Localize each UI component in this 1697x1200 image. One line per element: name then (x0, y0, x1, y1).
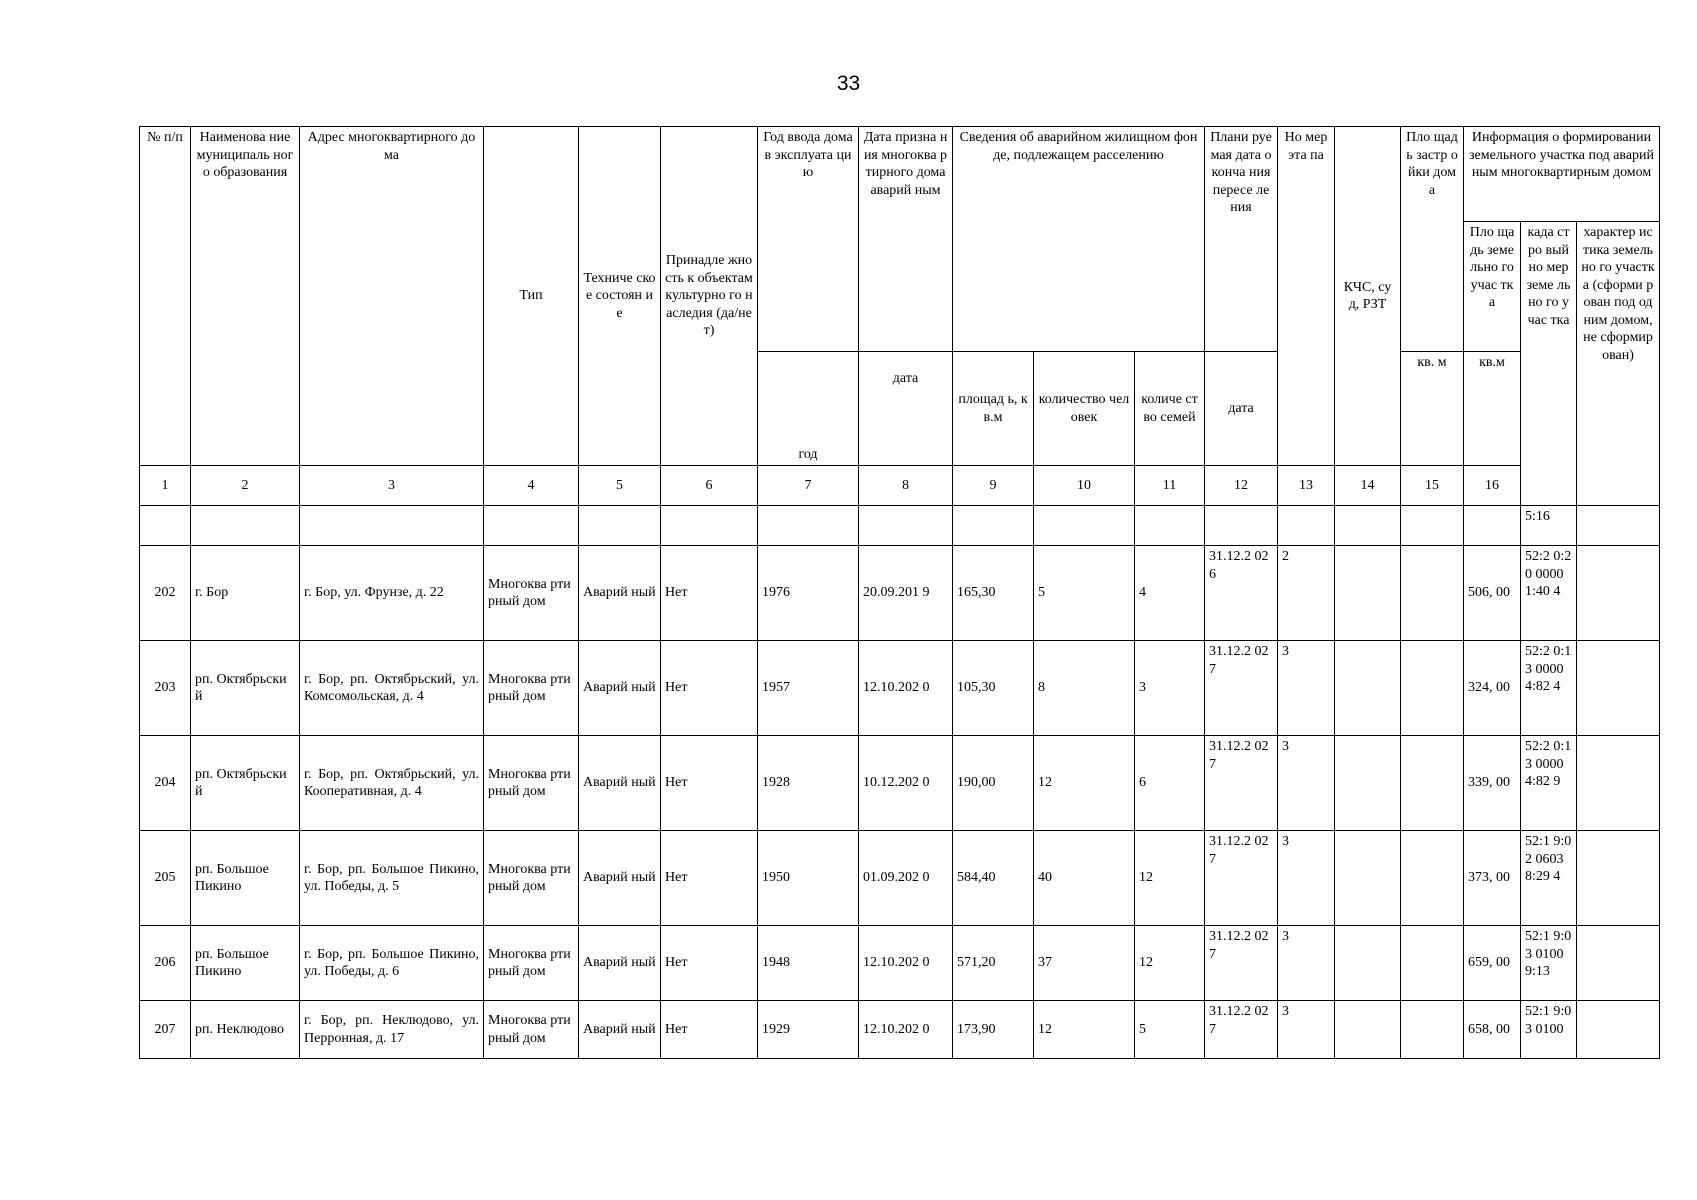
row-number: 204 (140, 736, 191, 831)
year-cell: 1929 (758, 1001, 859, 1059)
table-row (140, 736, 1660, 831)
year-cell: 1950 (758, 831, 859, 926)
end-date-cell: 31.12.2 027 (1205, 831, 1278, 926)
header-build-area-unit: кв. м (1401, 352, 1464, 466)
land-area-cell: 339, 00 (1464, 736, 1521, 831)
land-character-cell (1577, 1001, 1660, 1059)
column-number-row (140, 466, 1660, 506)
land-area-cell: 506, 00 (1464, 546, 1521, 641)
heritage-cell: Нет (661, 736, 758, 831)
address-cell: г. Бор, рп. Большое Пикино, ул. Победы, д. 5 (300, 831, 484, 926)
families-cell: 12 (1135, 831, 1205, 926)
table-row (140, 641, 1660, 736)
land-area-cell: 658, 00 (1464, 1001, 1521, 1059)
header-build-area: Пло щадь застр ойки дома (1401, 127, 1464, 352)
area-cell: 571,20 (953, 926, 1034, 1001)
state-cell: Аварий ный (579, 546, 661, 641)
area-cell: 190,00 (953, 736, 1034, 831)
state-cell: Аварий ный (579, 736, 661, 831)
stage-cell: 3 (1278, 926, 1335, 1001)
header-tech-state: Техниче ское состоян ие (579, 127, 661, 466)
header-heritage: Принадле жность к объектам культурно го наследия (да/нет) (661, 127, 758, 466)
cadastral-cell: 52:2 0:20 0000 1:40 4 (1521, 546, 1577, 641)
header-type: Тип (484, 127, 579, 466)
header-families-sub: количе ство семей (1135, 352, 1205, 466)
kchs-cell (1335, 736, 1401, 831)
header-end-date-sub: дата (1205, 352, 1278, 466)
people-cell: 37 (1034, 926, 1135, 1001)
continuation-row (140, 506, 1660, 546)
date-cell: 12.10.202 0 (859, 926, 953, 1001)
land-character-cell (1577, 641, 1660, 736)
column-number: 2 (191, 466, 300, 506)
cadastral-cell: 52:2 0:13 0000 4:82 4 (1521, 641, 1577, 736)
kchs-cell (1335, 1001, 1401, 1059)
municipality-cell: рп. Неклюдово (191, 1001, 300, 1059)
municipality-cell: рп. Большое Пикино (191, 831, 300, 926)
people-cell: 12 (1034, 1001, 1135, 1059)
municipality-cell: рп. Октябрьски й (191, 641, 300, 736)
heritage-cell: Нет (661, 1001, 758, 1059)
column-number: 5 (579, 466, 661, 506)
state-cell: Аварий ный (579, 641, 661, 736)
cadastral-cell: 52:1 9:03 0100 9:13 (1521, 926, 1577, 1001)
kchs-cell (1335, 831, 1401, 926)
header-cadastral: када стро вый но мер земе льно го учас тка (1521, 222, 1577, 506)
date-cell: 01.09.202 0 (859, 831, 953, 926)
header-land-area: Пло щадь земе льно го учас тка (1464, 222, 1521, 352)
column-number: 12 (1205, 466, 1278, 506)
area-cell: 165,30 (953, 546, 1034, 641)
area-cell: 173,90 (953, 1001, 1034, 1059)
address-cell: г. Бор, рп. Октябрьский, ул. Кооперативная, д. 4 (300, 736, 484, 831)
date-cell: 12.10.202 0 (859, 641, 953, 736)
header-planned-end: Плани руемая дата оконча ния пересе ления (1205, 127, 1278, 352)
cadastral-continuation: 5:16 (1521, 506, 1577, 546)
heritage-cell: Нет (661, 926, 758, 1001)
stage-cell: 2 (1278, 546, 1335, 641)
type-cell: Многоква ртирный дом (484, 831, 579, 926)
families-cell: 12 (1135, 926, 1205, 1001)
header-area-sub: площад ь, кв.м (953, 352, 1034, 466)
cadastral-cell: 52:2 0:13 0000 4:82 9 (1521, 736, 1577, 831)
area-cell: 584,40 (953, 831, 1034, 926)
type-cell: Многоква ртирный дом (484, 641, 579, 736)
end-date-cell: 31.12.2 027 (1205, 736, 1278, 831)
build-area-cell (1401, 546, 1464, 641)
address-cell: г. Бор, рп. Октябрьский, ул. Комсомольская, д. 4 (300, 641, 484, 736)
kchs-cell (1335, 546, 1401, 641)
land-character-cell (1577, 546, 1660, 641)
emergency-housing-table (139, 126, 1660, 1059)
row-number: 205 (140, 831, 191, 926)
municipality-cell: рп. Октябрьски й (191, 736, 300, 831)
cadastral-cell: 52:1 9:02 0603 8:29 4 (1521, 831, 1577, 926)
municipality-cell: рп. Большое Пикино (191, 926, 300, 1001)
land-character-cell (1577, 736, 1660, 831)
date-cell: 12.10.202 0 (859, 1001, 953, 1059)
type-cell: Многоква ртирный дом (484, 736, 579, 831)
column-number: 1 (140, 466, 191, 506)
land-character-cell (1577, 831, 1660, 926)
address-cell: г. Бор, рп. Большое Пикино, ул. Победы, д. 6 (300, 926, 484, 1001)
year-cell: 1948 (758, 926, 859, 1001)
municipality-cell: г. Бор (191, 546, 300, 641)
heritage-cell: Нет (661, 641, 758, 736)
header-date-sub: дата (859, 352, 953, 466)
kchs-cell (1335, 926, 1401, 1001)
header-year-sub: год (758, 352, 859, 466)
column-number: 9 (953, 466, 1034, 506)
header-address: Адрес многоквартирного дома (300, 127, 484, 466)
column-number: 16 (1464, 466, 1521, 506)
table-row (140, 926, 1660, 1001)
end-date-cell: 31.12.2 027 (1205, 1001, 1278, 1059)
stage-cell: 3 (1278, 641, 1335, 736)
families-cell: 5 (1135, 1001, 1205, 1059)
page-number: 33 (836, 72, 861, 95)
type-cell: Многоква ртирный дом (484, 926, 579, 1001)
address-cell: г. Бор, рп. Неклюдово, ул. Перронная, д. 17 (300, 1001, 484, 1059)
build-area-cell (1401, 926, 1464, 1001)
build-area-cell (1401, 1001, 1464, 1059)
year-cell: 1976 (758, 546, 859, 641)
families-cell: 6 (1135, 736, 1205, 831)
column-number: 3 (300, 466, 484, 506)
families-cell: 4 (1135, 546, 1205, 641)
state-cell: Аварий ный (579, 831, 661, 926)
row-number: 206 (140, 926, 191, 1001)
cadastral-cell: 52:1 9:03 0100 (1521, 1001, 1577, 1059)
table-row (140, 831, 1660, 926)
column-number: 7 (758, 466, 859, 506)
state-cell: Аварий ный (579, 1001, 661, 1059)
column-number: 6 (661, 466, 758, 506)
table-row (140, 546, 1660, 641)
column-number: 8 (859, 466, 953, 506)
date-cell: 20.09.201 9 (859, 546, 953, 641)
people-cell: 8 (1034, 641, 1135, 736)
header-year: Год ввода дома в эксплуата цию (758, 127, 859, 352)
stage-cell: 3 (1278, 736, 1335, 831)
land-character-cell (1577, 926, 1660, 1001)
header-row-1 (140, 127, 1660, 222)
end-date-cell: 31.12.2 026 (1205, 546, 1278, 641)
header-land-area-unit: кв.м (1464, 352, 1521, 466)
build-area-cell (1401, 831, 1464, 926)
header-stage: Но мер эта па (1278, 127, 1335, 466)
row-number: 207 (140, 1001, 191, 1059)
header-municipality: Наименова ние муниципаль ного образования (191, 127, 300, 466)
row-number: 203 (140, 641, 191, 736)
build-area-cell (1401, 641, 1464, 736)
header-land-character: характер истика земельно го участка (сформи рован под одним домом, не сформир ован) (1577, 222, 1660, 506)
land-area-cell: 373, 00 (1464, 831, 1521, 926)
year-cell: 1928 (758, 736, 859, 831)
end-date-cell: 31.12.2 027 (1205, 926, 1278, 1001)
type-cell: Многоква ртирный дом (484, 546, 579, 641)
header-recognition-date: Дата призна ния многоква ртирного дома аварий ным (859, 127, 953, 352)
column-number: 14 (1335, 466, 1401, 506)
column-number: 15 (1401, 466, 1464, 506)
column-number: 10 (1034, 466, 1135, 506)
people-cell: 40 (1034, 831, 1135, 926)
header-people-sub: количество человек (1034, 352, 1135, 466)
kchs-cell (1335, 641, 1401, 736)
address-cell: г. Бор, ул. Фрунзе, д. 22 (300, 546, 484, 641)
table-row (140, 1001, 1660, 1059)
end-date-cell: 31.12.2 027 (1205, 641, 1278, 736)
stage-cell: 3 (1278, 831, 1335, 926)
area-cell: 105,30 (953, 641, 1034, 736)
type-cell: Многоква ртирный дом (484, 1001, 579, 1059)
header-emergency-fund: Сведения об аварийном жилищном фонде, подлежащем расселению (953, 127, 1205, 352)
column-number: 4 (484, 466, 579, 506)
heritage-cell: Нет (661, 831, 758, 926)
people-cell: 12 (1034, 736, 1135, 831)
heritage-cell: Нет (661, 546, 758, 641)
land-area-cell: 324, 00 (1464, 641, 1521, 736)
land-area-cell: 659, 00 (1464, 926, 1521, 1001)
families-cell: 3 (1135, 641, 1205, 736)
column-number: 13 (1278, 466, 1335, 506)
build-area-cell (1401, 736, 1464, 831)
row-number: 202 (140, 546, 191, 641)
header-num: № п/п (140, 127, 191, 466)
header-land-info: Информация о формировании земельного участка под аварийным многоквартирным домом (1464, 127, 1660, 222)
stage-cell: 3 (1278, 1001, 1335, 1059)
state-cell: Аварий ный (579, 926, 661, 1001)
people-cell: 5 (1034, 546, 1135, 641)
date-cell: 10.12.202 0 (859, 736, 953, 831)
column-number: 11 (1135, 466, 1205, 506)
year-cell: 1957 (758, 641, 859, 736)
header-kchs: КЧС, суд, РЗТ (1335, 127, 1401, 466)
